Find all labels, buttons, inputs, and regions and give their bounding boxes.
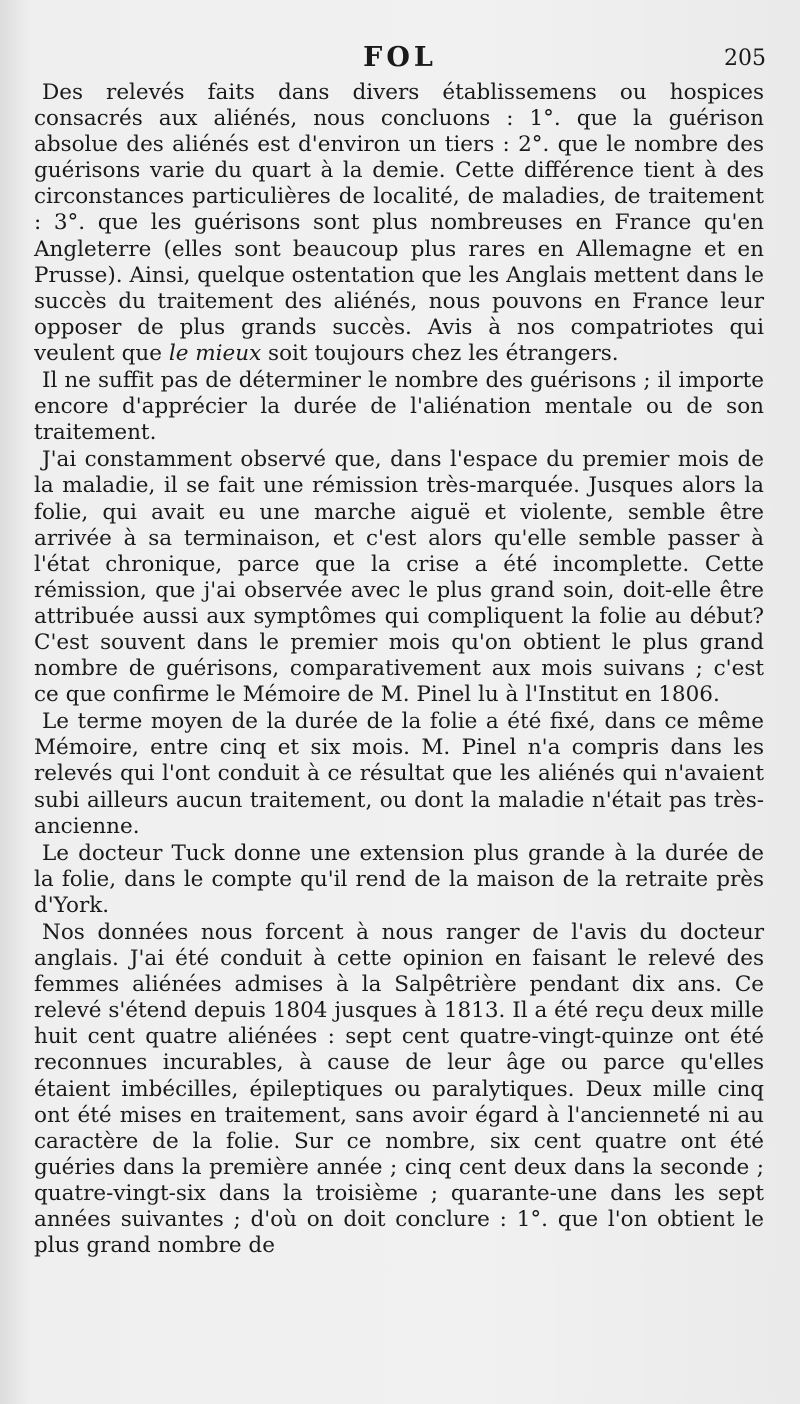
body-text	[34, 80, 764, 1259]
paragraph-1-italic: le mieux	[168, 340, 262, 366]
paragraph-1-text-start: Des relevés faits dans divers établissemens ou hospices consacrés aux aliénés, nous concluons : 1°. que la guérison absolue des aliénés est d'environ un tiers : 2°. que le nombre des guérisons varie du quart à la demie. Cette différence tient à des circonstances particulières de localité, de maladies, de traitement : 3°. que les guérisons sont plus nombreuses en France qu'en Angleterre (elles sont beaucoup plus rares en Allemagne et en Prusse). Ainsi, quelque ostentation que les Anglais mettent dans le succès du traitement des aliénés, nous pouvons en France leur opposer de plus grands succès. Avis à nos compatriotes qui veulent que	[34, 80, 764, 366]
paragraph-6: Nos données nous forcent à nous ranger de l'avis du docteur anglais. J'ai été conduit à cette opinion en faisant le relevé des femmes aliénées admises à la Salpêtrière pendant dix ans. Ce relevé s'étend depuis 1804 jusques à 1813. Il a été reçu deux mille huit cent quatre aliénées : sept cent quatre-vingt-quinze ont été reconnues incurables, à cause de leur âge ou parce qu'elles étaient imbécilles, épileptiques ou paralytiques. Deux mille cinq ont été mises en traitement, sans avoir égard à l'ancienneté ni au caractère de la folie. Sur ce nombre, six cent quatre ont été guéries dans la première année ; cinq cent deux dans la seconde ; quatre-vingt-six dans la troisième ; quarante-une dans les sept années suivantes ; d'où on doit conclure : 1°. que l'on obtient le plus grand nombre de	[34, 920, 764, 1259]
paragraph-1	[34, 80, 764, 367]
paragraph-3: J'ai constamment observé que, dans l'espace du premier mois de la maladie, il se fait une rémission très-marquée. Jusques alors la folie, qui avait eu une marche aiguë et violente, semble être arrivée à sa terminaison, et c'est alors qu'elle semble passer à l'état chronique, parce que la crise a été incomplette. Cette rémission, que j'ai observée avec le plus grand soin, doit-elle être attribuée aussi aux symptômes qui compliquent la folie au début? C'est souvent dans le premier mois qu'on obtient le plus grand nombre de guérisons, comparativement aux mois suivans ; c'est ce que confirme le Mémoire de M. Pinel lu à l'Institut en 1806.	[34, 447, 764, 708]
running-head: FOL	[363, 42, 437, 73]
page-header	[30, 42, 770, 82]
paragraph-1-text-end: soit toujours chez les étrangers.	[261, 340, 619, 366]
paragraph-4: Le terme moyen de la durée de la folie a été fixé, dans ce même Mémoire, entre cinq et six mois. M. Pinel n'a compris dans les relevés qui l'ont conduit à ce résultat que les aliénés qui n'avaient subi ailleurs aucun traitement, ou dont la maladie n'était pas très-ancienne.	[34, 709, 764, 839]
paragraph-2: Il ne suffit pas de déterminer le nombre des guérisons ; il importe encore d'apprécier la durée de l'aliénation mentale ou de son traitement.	[34, 368, 764, 446]
paragraph-5: Le docteur Tuck donne une extension plus grande à la durée de la folie, dans le compte qu'il rend de la maison de la retraite près d'York.	[34, 840, 764, 918]
page-number: 205	[724, 46, 766, 71]
